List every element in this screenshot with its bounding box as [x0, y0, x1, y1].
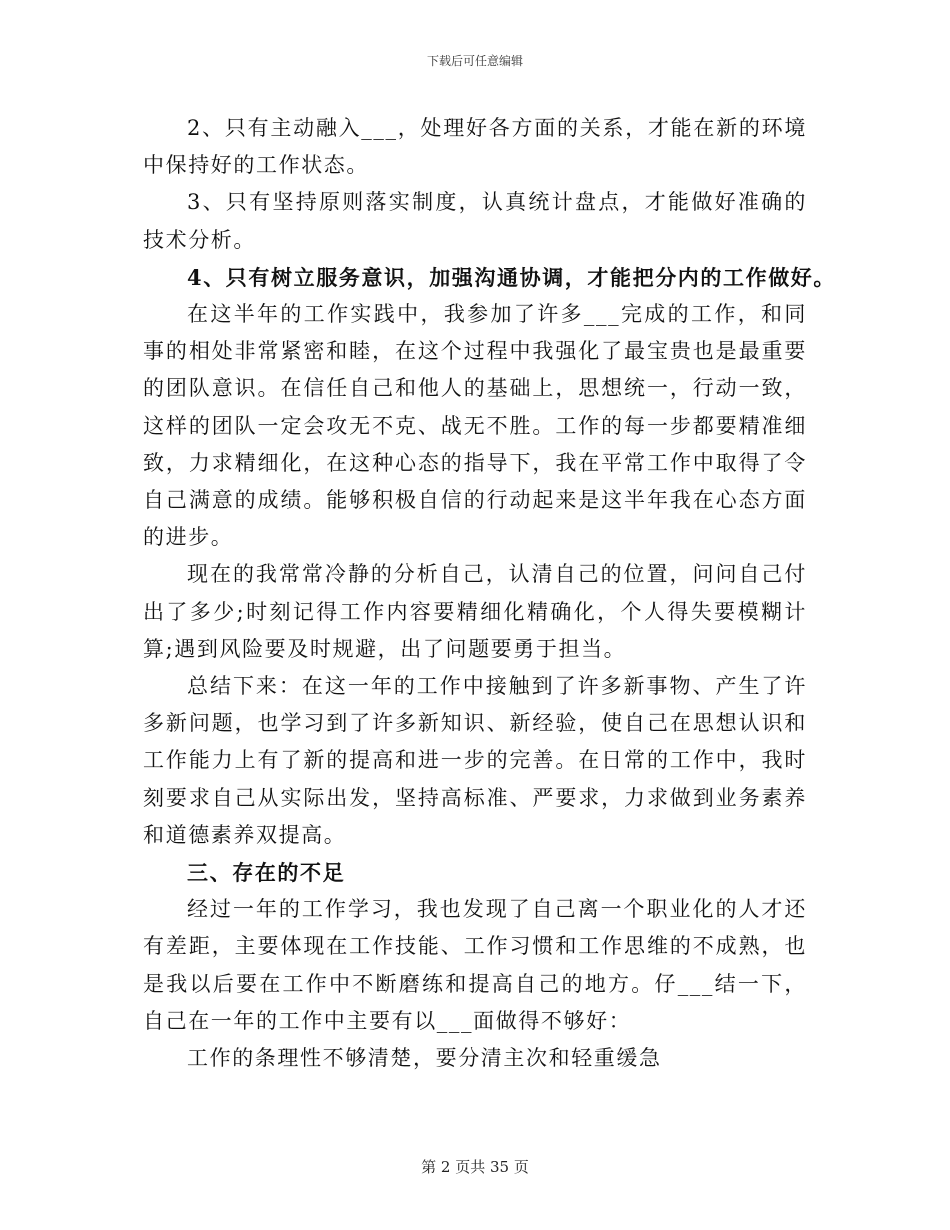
paragraph-point-3: 3、只有坚持原则落实制度，认真统计盘点，才能做好准确的技术分析。: [143, 190, 807, 252]
page-footer-page-number: 第 2 页共 35 页: [421, 1158, 529, 1176]
paragraph-shortcomings-intro: 经过一年的工作学习，我也发现了自己离一个职业化的人才还有差距，主要体现在工作技能、工作习惯和工作思维的不成熟，也是我以后要在工作中不断磨练和提高自己的地方。仔___结一下，自己在一年的工作中主要有以___面做得不够好：: [143, 897, 807, 1033]
page-header: 下载后可任意编辑: [426, 54, 523, 68]
paragraph-point-4-bold: 4、只有树立服务意识，加强沟通协调，才能把分内的工作做好。: [187, 264, 837, 290]
section-heading-shortcomings: 三、存在的不足: [187, 860, 346, 886]
paragraph-summary: 总结下来：在这一年的工作中接触到了许多新事物、产生了许多新问题，也学习到了许多新知识、新经验，使自己在思想认识和工作能力上有了新的提高和进一步的完善。在日常的工作中，我时刻要求自己从实际出发，坚持高标准、严要求，力求做到业务素养和道德素养双提高。: [143, 674, 807, 847]
paragraph-point-2: 2、只有主动融入___，处理好各方面的关系，才能在新的环境中保持好的工作状态。: [143, 116, 807, 178]
paragraph-teamwork: 在这半年的工作实践中，我参加了许多___完成的工作，和同事的相处非常紧密和睦，在这个过程中我强化了最宝贵也是最重要的团队意识。在信任自己和他人的基础上，思想统一，行动一致，这样的团队一定会攻无不克、战无不胜。工作的每一步都要精准细致，力求精细化，在这种心态的指导下，我在平常工作中取得了令自己满意的成绩。能够积极自信的行动起来是这半年我在心态方面的进步。: [143, 302, 807, 550]
document-body: [143, 110, 837, 1077]
paragraph-shortcoming-1: 工作的条理性不够清楚，要分清主次和轻重缓急: [187, 1046, 662, 1071]
paragraph-self-analysis: 现在的我常常冷静的分析自己，认清自己的位置，问问自己付出了多少;时刻记得工作内容要精细化精确化，个人得失要模糊计算;遇到风险要及时规避，出了问题要勇于担当。: [143, 562, 807, 661]
